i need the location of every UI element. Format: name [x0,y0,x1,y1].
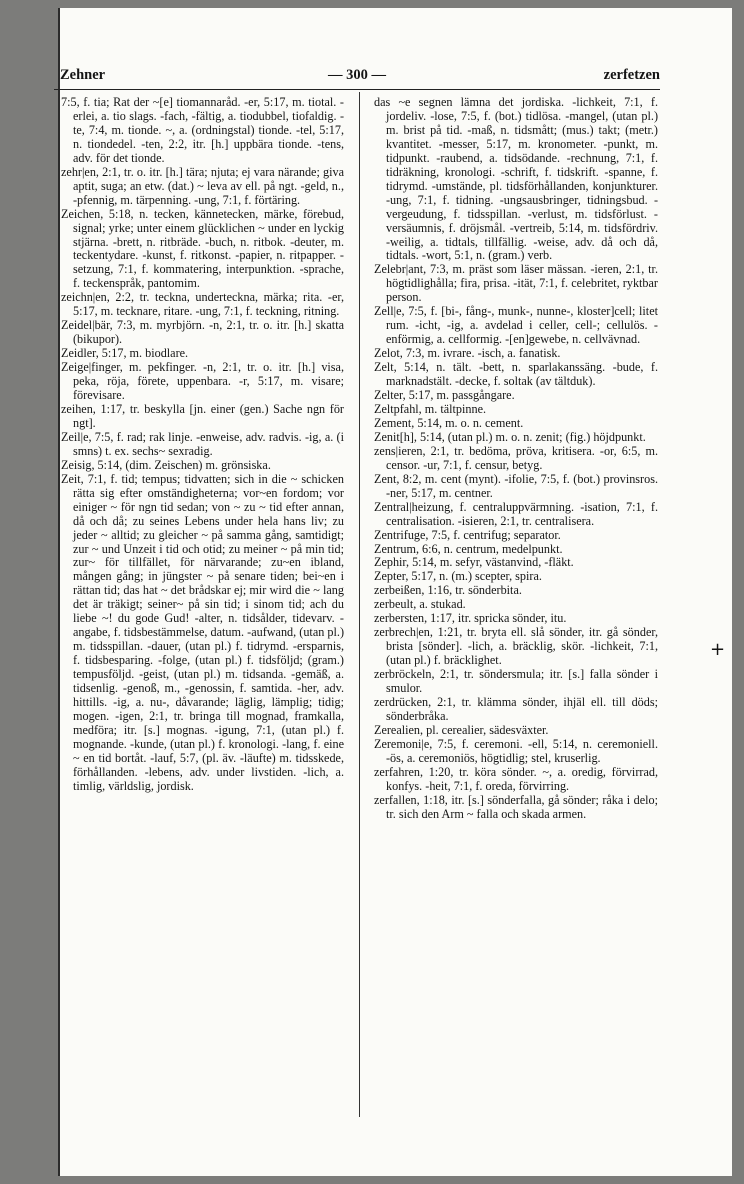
entry: Zentrifuge, 7:5, f. centrifug; separator. [374,527,561,542]
entry: Zeichen, 5:18, n. tecken, kännetecken, märke, förebud, signal; yrke; unter einem glücklichen ~ under en lyckig stjärna. -brett, n. ritbräde. -buch, n. ritbok. -deuter, m. teckentydare. -kunst, f. ritkonst. -papier, n. ritpapper. -setzung, 7:1, f. kommatering, interpunktion. -sprache, f. teckenspråk, pantomim. [61,206,344,291]
entry: zeichn|en, 2:2, tr. teckna, underteckna, märka; rita. -er, 5:17, m. tecknare, ritare. -ung, 7:1, f. teckning, ritning. [61,290,344,319]
column-divider [359,92,360,1117]
entry: Zephir, 5:14, m. sefyr, västanvind, -fläkt. [374,555,574,570]
entry: zerbeißen, 1:16, tr. sönderbita. [374,583,522,598]
left-guide-word: Zehner [60,67,106,83]
header-rule [54,89,660,90]
page-number: — 300 — [328,67,386,83]
entry: Zelter, 5:17, m. passgångare. [374,388,515,403]
entry: Zelebr|ant, 7:3, m. präst som läser mässan. -ieren, 2:1, tr. högtidlighålla; fira, prisa. -ität, 7:1, f. celebritet, ryktbar person. [374,262,658,305]
entry: Zent, 8:2, m. cent (mynt). -ifolie, 7:5, f. (bot.) provinsros. -ner, 5:17, m. centner. [374,471,658,500]
entry: Zeige|finger, m. pekfinger. -n, 2:1, tr. o. itr. [h.] visa, peka, röja, förete, uppenbara. -r, 5:17, m. visare; förevisare. [61,360,344,403]
entry: Zentral|heizung, f. centraluppvärmning. -isation, 7:1, f. centralisation. -isieren, 2:1, tr. centralisera. [374,499,658,528]
right-guide-word: zerfetzen [603,67,660,83]
entry: Zeidler, 5:17, m. biodlare. [61,346,189,361]
entry: Zeisig, 5:14, (dim. Zeischen) m. grönsiska. [61,457,271,472]
entry: zeihen, 1:17, tr. beskylla [jn. einer (gen.) Sache ngn för ngt]. [61,401,344,430]
entry: zens|ieren, 2:1, tr. bedöma, pröva, kritisera. -or, 6:5, m. censor. -ur, 7:1, f. censur, betyg. [374,443,658,472]
right-column [374,96,658,822]
entry: zerdrücken, 2:1, tr. klämma sönder, ihjäl ell. till döds; sönderbråka. [374,694,658,723]
left-column [61,96,344,794]
entry: zehr|en, 2:1, tr. o. itr. [h.] tära; njuta; ej vara närande; giva aptit, suga; an etw. (dat.) ~ leva av ell. på ngt. -geld, n., -pfennig, m. tärpenning. -ung, 7:1, f. förtäring. [61,164,344,207]
entry: Zeit, 7:1, f. tid; tempus; tidvatten; sich in die ~ schicken rätta sig efter omständigheterna; vor~en fordom; vor einiger ~ för ngn tid sedan; von ~ zu ~ tid efter annan, då och då; zu seines Lebens under hela hans liv; zu jeder ~ alltid; zu gleicher ~ på samma gång, samtidigt; zur ~ und Unzeit i tid och otid; zu meiner ~ på min tid; zur~ för tillfället, för närvarande; zu~en ibland, mången gång; in jüngster ~ på senare tiden; bei~en i rättan tid; das hat ~ det brådskar ej; mir wird die ~ lang det är träkigt; seiner~ på sin tid; i sinom tid; ach du liebe ~! du gode Gud! -alter, n. tidsålder, tidevarv. -angabe, f. tidsbestämmelse, datum. -aufwand, (utan pl.) m. tidsspillan. -dauer, (utan pl.) f. tidrymd. -ersparnis, f. tidsbesparing. -folge, (utan pl.) f. tidsföljd; (gram.) tempusföljd. -geist, (utan pl.) m. tidsanda. -gemäß, a. tidsenlig. -genoß, m., -genossin, f. samtida. -her, adv. hittills. -ig, a. nu-, dåvarande; läglig, lämplig; tidig; mogen. -igen, 2:1, tr. bringa till mognad, framkalla, medföra; itr. [s.] mognas. -igung, 7:1, (utan pl.) f. mognande. -kunde, (utan pl.) f. kronologi. -lang, f. eine ~ en tid bortåt. -lauf, 5:7, (pl. äv. -läufte) m. tidsskede, förhållanden. -lebens, adv. under livstiden. -lich, a. timlig, världslig, jordisk. [61,471,344,793]
entry: 7:5, f. tia; Rat der ~[e] tiomannaråd. -er, 5:17, m. tiotal. -erlei, a. tio slags. -fach, -fältig, a. tiodubbel, tiofaldig. -te, 7:4, m. tionde. ~, a. (ordningstal) tionde. -tel, 5:17, n. tiondedel. -ten, 2:2, itr. [h.] uppbära tionde. -tens, adv. för det tionde. [61,95,344,165]
entry: das ~e segnen lämna det jordiska. -lichkeit, 7:1, f. jordeliv. -lose, 7:5, f. (bot.) tidlösa. -mangel, (utan pl.) m. brist på tid. -maß, n. tidsmått; (mus.) takt; (metr.) kvantitet. -messer, 5:17, m. kronometer. -punkt, m. tidpunkt. -raubend, a. tidsödande. -rechnung, 7:1, f. tidräkning, kronologi. -schrift, f. tidskrift. -spanne, f. tidrymd. -umstände, pl. tidsförhållanden, konjunkturer. -ung, 7:1, f. tidning. -ungsausbringer, tidningsbud. -vergeudung, f. tidsspillan. -verlust, m. tidsförlust. -versäumnis, f. dröjsmål. -vertreib, 5:14, m. tidsfördriv. -weilig, a. tidtals, tillfällig. -weise, adv. då och då, tidtals. -wort, 5:1, n. (gram.) verb. [374,95,658,263]
entry: zerbröckeln, 2:1, tr. söndersmula; itr. [s.] falla sönder i smulor. [374,667,658,696]
entry: Zerealien, pl. cerealier, sädesväxter. [374,722,549,737]
entry: zerbersten, 1:17, itr. spricka sönder, itu. [374,611,567,626]
entry: zerbrech|en, 1:21, tr. bryta ell. slå sönder, itr. gå sönder, brista [sönder]. -lich, a. bräcklig, skör. -lichkeit, 7:1, (utan pl.) f. bräcklighet. [374,625,658,668]
entry: Zeremoni|e, 7:5, f. ceremoni. -ell, 5:14, n. ceremoniell. -ös, a. ceremoniös, högtidlig; stel, kruserlig. [374,736,658,765]
entry: Zeil|e, 7:5, f. rad; rak linje. -enweise, adv. radvis. -ig, a. (i smns) t. ex. sechs~ sexradig. [61,429,344,458]
entry: Zelot, 7:3, m. ivrare. -isch, a. fanatisk. [374,346,561,361]
entry: Zement, 5:14, m. o. n. cement. [374,415,524,430]
entry: zerbeult, a. stukad. [374,597,466,612]
entry: zerfallen, 1:18, itr. [s.] sönderfalla, gå sönder; råka i delo; tr. sich den Arm ~ falla och skada armen. [374,792,658,821]
entry: Zelt, 5:14, n. tält. -bett, n. sparlakanssäng. -bude, f. marknadstält. -decke, f. soltak (av tältduk). [374,360,658,389]
entry: zerfahren, 1:20, tr. köra sönder. ~, a. oredig, förvirrad, konfys. -heit, 7:1, f. oreda, förvirring. [374,764,658,793]
page-header [54,67,660,89]
margin-plus-mark: + [710,639,726,660]
entry: Zeidel|bär, 7:3, m. myrbjörn. -n, 2:1, tr. o. itr. [h.] skatta (bikupor). [61,318,344,347]
entry: Zell|e, 7:5, f. [bi-, fång-, munk-, nunne-, kloster]cell; litet rum. -icht, -ig, a. avdelad i celler, cell-; cellulös. -enförmig, a. cellformig. -[en]gewebe, n. cellvävnad. [374,304,658,347]
entry: Zenit[h], 5:14, (utan pl.) m. o. n. zenit; (fig.) höjdpunkt. [374,429,646,444]
entry: Zentrum, 6:6, n. centrum, medelpunkt. [374,541,563,556]
entry: Zepter, 5:17, n. (m.) scepter, spira. [374,569,542,584]
entry: Zeltpfahl, m. tältpinne. [374,401,487,416]
